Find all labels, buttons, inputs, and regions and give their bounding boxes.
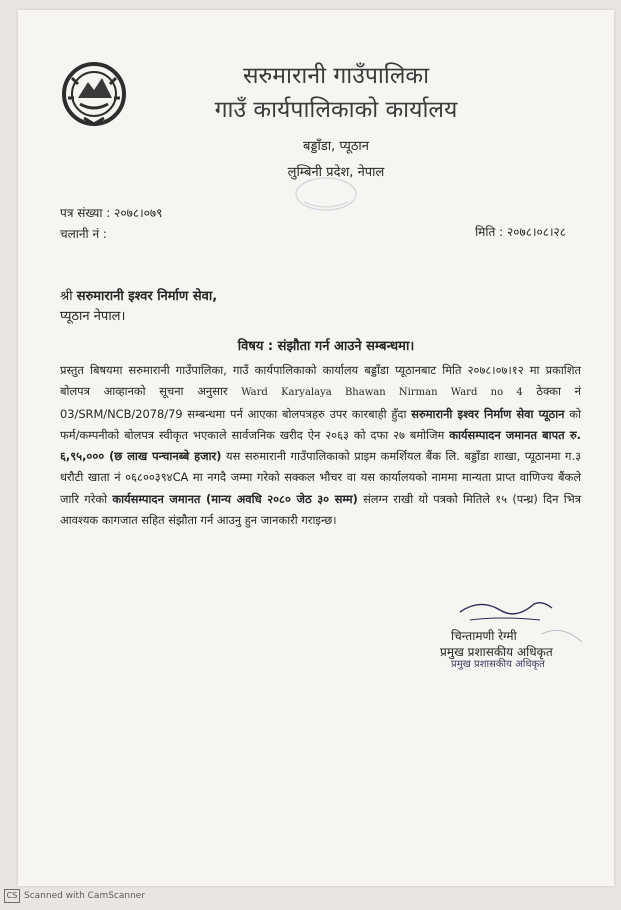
recipient-name: श्री सरुमारानी इश्वर निर्माण सेवा, (60, 289, 218, 304)
letter-number: पत्र संख्या : २०७८।०७९ (60, 206, 163, 220)
letter-date: मिति : २०७८।०८।२८ (475, 225, 566, 239)
stamp-mark (286, 172, 366, 222)
letter-page (18, 10, 614, 886)
signatory-title: प्रमुख प्रशासकीय अधिकृत (440, 645, 553, 659)
camscanner-icon: CS (4, 889, 20, 903)
recipient-place: प्यूठान नेपाल। (60, 309, 126, 324)
letter-subject: विषय : संझौता गर्न आउने सम्बन्धमा। (237, 339, 415, 354)
signatory-name: चिन्तामणी रेग्मी (451, 629, 517, 643)
dispatch-number: चलानी नं : (60, 227, 107, 241)
letter-body: प्रस्तुत बिषयमा सरुमारानी गाउँपालिका, गाउँ कार्यपालिकाको कार्यालय बड्डाँडा प्यूठानबाट मिति २०७८।०७।१२ मा प्रकाशित बोलपत्र आव्हानको सूचना अनुसार Ward Karyalaya Bhawan Nirman Ward no 4 ठेक्का नं 03/SRM/NCB/2078/79 सम्बन्धमा पर्न आएका बोलपत्रहरु उपर कारबाही हुँदा सरुमारानी इश्वर निर्माण सेवा प्यूठान को फर्म/कम्पनीको बोलपत्र स्वीकृत भएकाले सार्वजनिक खरीद ऐन २०६३ को दफा २७ बमोजिम कार्यसम्पादन जमानत बापत रु. ६,९५,००० (छ लाख पन्चानब्बे हजार) यस सरुमारानी गाउँपालिकाको प्राइम कमर्शियल बैंक लि. बड्डाँडा शाखा, प्यूठानमा ग.३ धरौटी खाता नं ०६८००३९४CA मा नगदै जम्मा गरेको सक्कल भौचर वा यस कार्यालयको नाममा मान्यता प्राप्त वाणिज्य बैंकले जारि गरेको कार्यसम्पादन जमानत (मान्य अवधि २०८० जेठ ३० सम्म) संलग्न राखी यो पत्रको मितिले १५ (पन्ध्र) दिन भित्र आवश्यक कागजात सहित संझौता गर्न आउनु हुन जानकारी गराइन्छ। (60, 363, 582, 528)
stamp-text: प्रमुख प्रशासकीय अधिकृत (451, 659, 545, 670)
address-line-2: लुम्बिनी प्रदेश, नेपाल (287, 165, 385, 180)
office-name: सरुमारानी गाउँपालिका (242, 63, 430, 89)
scanner-footer (4, 889, 145, 903)
address-line-1: बड्डाँडा, प्यूठान (302, 139, 369, 154)
office-subtitle: गाउँ कार्यपालिकाको कार्यालय (214, 97, 458, 123)
scanner-label: Scanned with CamScanner (24, 891, 146, 901)
